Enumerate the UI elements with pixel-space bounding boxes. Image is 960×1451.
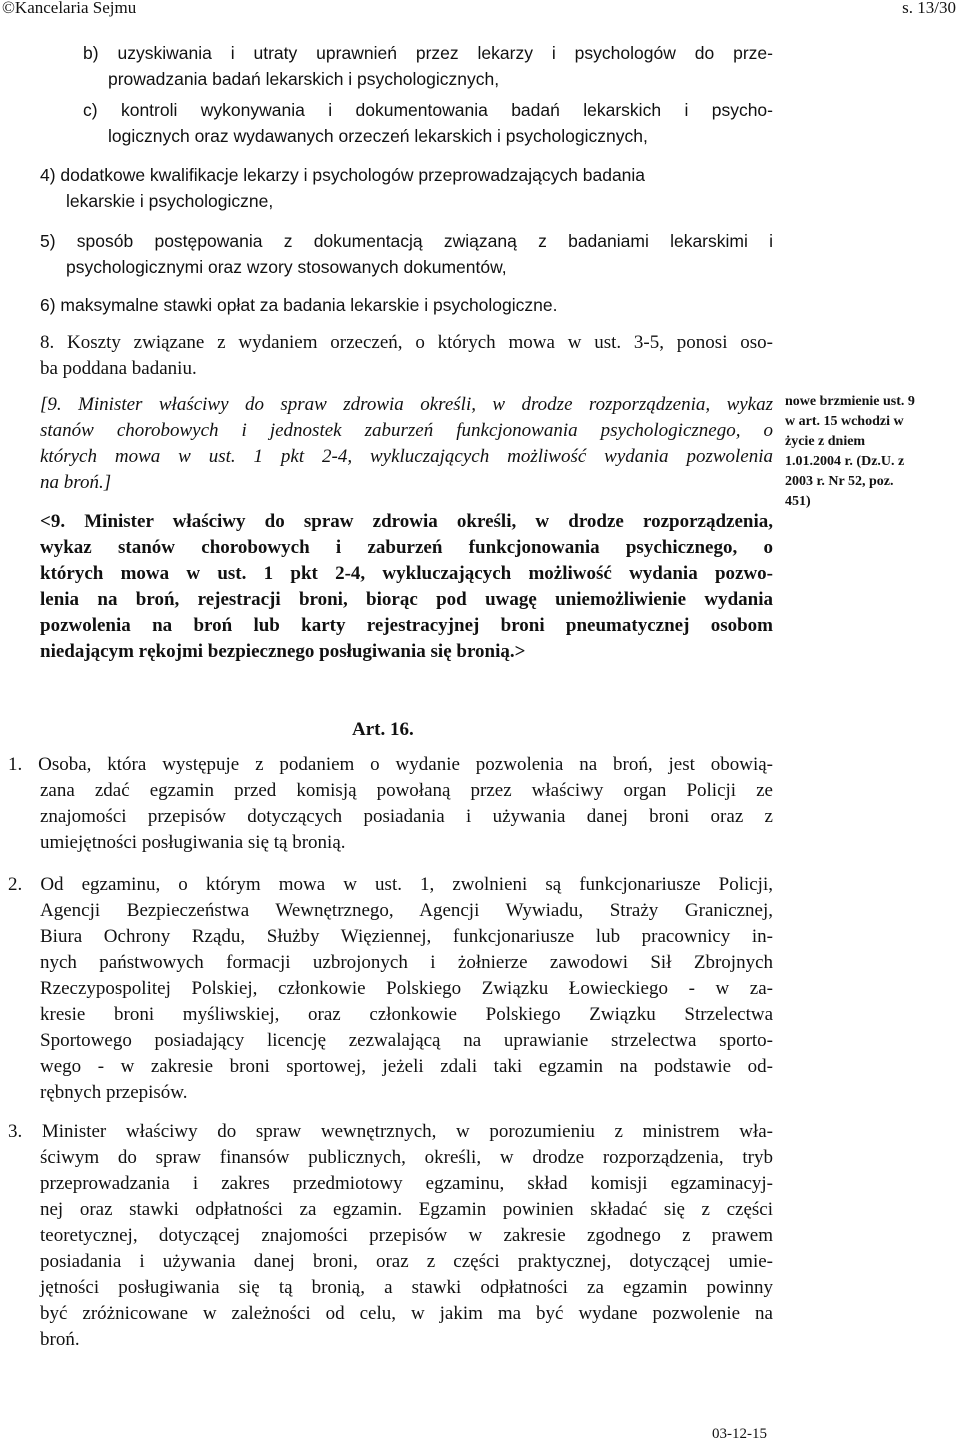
point-4-line: 4) dodatkowe kwalifikacje lekarzy i psychologów przeprowadzających badania [40,165,646,185]
article-paragraph-2-line: nych państwowych formacji uzbrojonych i żołnierze zawodowi Sił Zbrojnych [40,952,773,973]
new-paragraph-9-line: wykaz stanów chorobowych i zaburzeń funkcjonowania psychicznego, o [40,537,773,558]
item-b-line: b) uzyskiwania i utraty uprawnień przez lekarzy i psychologów do prze- [83,43,773,63]
margin-note-line: 1.01.2004 r. (Dz.U. z [785,454,905,469]
footer-date: 03-12-15 [712,1426,767,1442]
article-paragraph-3-line: 3. Minister właściwy do spraw wewnętrznych, w porozumieniu z ministrem wła- [8,1121,773,1142]
paragraph-8-line: 8. Koszty związane z wydaniem orzeczeń, o których mowa w ust. 3-5, ponosi oso- [40,332,773,353]
new-paragraph-9-line: których mowa w ust. 1 pkt 2-4, wykluczających możliwość wydania pozwo- [40,563,773,584]
point-5-line: psychologicznymi oraz wzory stosowanych dokumentów, [66,257,507,277]
margin-note-line: 2003 r. Nr 52, poz. [785,474,894,489]
margin-note-line: 451) [785,494,811,509]
margin-note-line: nowe brzmienie ust. 9 [785,394,915,409]
margin-note-line: w art. 15 wchodzi w [785,414,904,429]
item-c-line: logicznych oraz wydawanych orzeczeń lekarskich i psychologicznych, [108,126,648,146]
old-paragraph-9-line: [9. Minister właściwy do spraw zdrowia określi, w drodze rozporządzenia, wykaz [40,394,773,415]
article-paragraph-2-line: rębnych przepisów. [40,1082,188,1103]
old-paragraph-9-line: na broń.] [40,472,112,493]
article-paragraph-3-line: ściwym do spraw finansów publicznych, określi, w drodze rozporządzenia, tryb [40,1147,773,1168]
new-paragraph-9-line: pozwolenia na broń lub karty rejestracyjnej broni pneumatycznej osobom [40,615,773,636]
article-title: Art. 16. [352,719,414,740]
article-paragraph-2-line: wego - w zakresie broni sportowej, jeżeli zdali taki egzamin na podstawie od- [40,1056,773,1077]
article-paragraph-2-line: 2. Od egzaminu, o którym mowa w ust. 1, zwolnieni są funkcjonariusze Policji, [8,874,773,895]
article-paragraph-1-line: zana zdać egzamin przed komisją powołaną przez właściwy organ Policji ze [40,780,773,801]
point-5-line: 5) sposób postępowania z dokumentacją związaną z badaniami lekarskimi i [40,231,773,251]
new-paragraph-9-line: <9. Minister właściwy do spraw zdrowia określi, w drodze rozporządzenia, [40,511,773,532]
margin-note-line: życie z dniem [785,434,866,449]
article-paragraph-3-line: teoretycznej, dotyczącej znajomości przepisów w zakresie zgodnego z prawem [40,1225,773,1246]
article-paragraph-2-line: Rzeczypospolitej Polskiej, członkowie Polskiego Związku Łowieckiego - w za- [40,978,773,999]
article-paragraph-2-line: Agencji Bezpieczeństwa Wewnętrznego, Agencji Wywiadu, Straży Granicznej, [40,900,773,921]
item-c-line: c) kontroli wykonywania i dokumentowania badań lekarskich i psycho- [83,100,773,120]
new-paragraph-9-line: lenia na broń, rejestracji broni, biorąc pod uwagę uniemożliwienie wydania [40,589,773,610]
new-paragraph-9-line: niedającym rękojmi bezpiecznego posługiwania się bronią.> [40,641,526,662]
old-paragraph-9-line: stanów chorobowych i jednostek zaburzeń funkcjonowania psychologicznego, o [40,420,773,441]
point-6: 6) maksymalne stawki opłat za badania lekarskie i psychologiczne. [40,295,558,315]
article-paragraph-2-line: Biura Ochrony Rządu, Służby Więziennej, funkcjonariusze lub pracownicy in- [40,926,773,947]
article-paragraph-2-line: Sportowego posiadający licencję zezwalającą na uprawianie strzelectwa sporto- [40,1030,773,1051]
header-source: ©Kancelaria Sejmu [2,0,137,17]
old-paragraph-9-line: których mowa w ust. 1 pkt 2-4, wykluczających możliwość wydania pozwolenia [40,446,773,467]
page-number: s. 13/30 [902,0,956,17]
article-paragraph-3-line: być zróżnicowane w zależności od celu, w jakim ma być wydane pozwolenie na [40,1303,773,1324]
item-b-line: prowadzania badań lekarskich i psychologicznych, [108,69,500,89]
paragraph-8-line: ba poddana badaniu. [40,358,197,379]
point-4-line: lekarskie i psychologiczne, [66,191,274,211]
article-paragraph-2-line: kresie broni myśliwskiej, oraz członkowie Polskiego Związku Strzelectwa [40,1004,773,1025]
article-paragraph-3-line: jętności posługiwania się tą bronią, a stawki odpłatności za egzamin powinny [40,1277,773,1298]
article-paragraph-3-line: przeprowadzania i zakres przedmiotowy egzaminu, skład komisji egzaminacyj- [40,1173,773,1194]
article-paragraph-1-line: 1. Osoba, która występuje z podaniem o wydanie pozwolenia na broń, jest obowią- [8,754,773,775]
article-paragraph-1-line: znajomości przepisów dotyczących posiadania i używania danej broni oraz z [40,806,773,827]
article-paragraph-3-line: posiadania i używania danej broni, oraz z części praktycznej, dotyczącej umie- [40,1251,773,1272]
article-paragraph-1-line: umiejętności posługiwania się tą bronią. [40,832,346,853]
article-paragraph-3-line: nej oraz stawki odpłatności za egzamin. Egzamin powinien składać się z części [40,1199,773,1220]
article-paragraph-3-line: broń. [40,1329,80,1350]
